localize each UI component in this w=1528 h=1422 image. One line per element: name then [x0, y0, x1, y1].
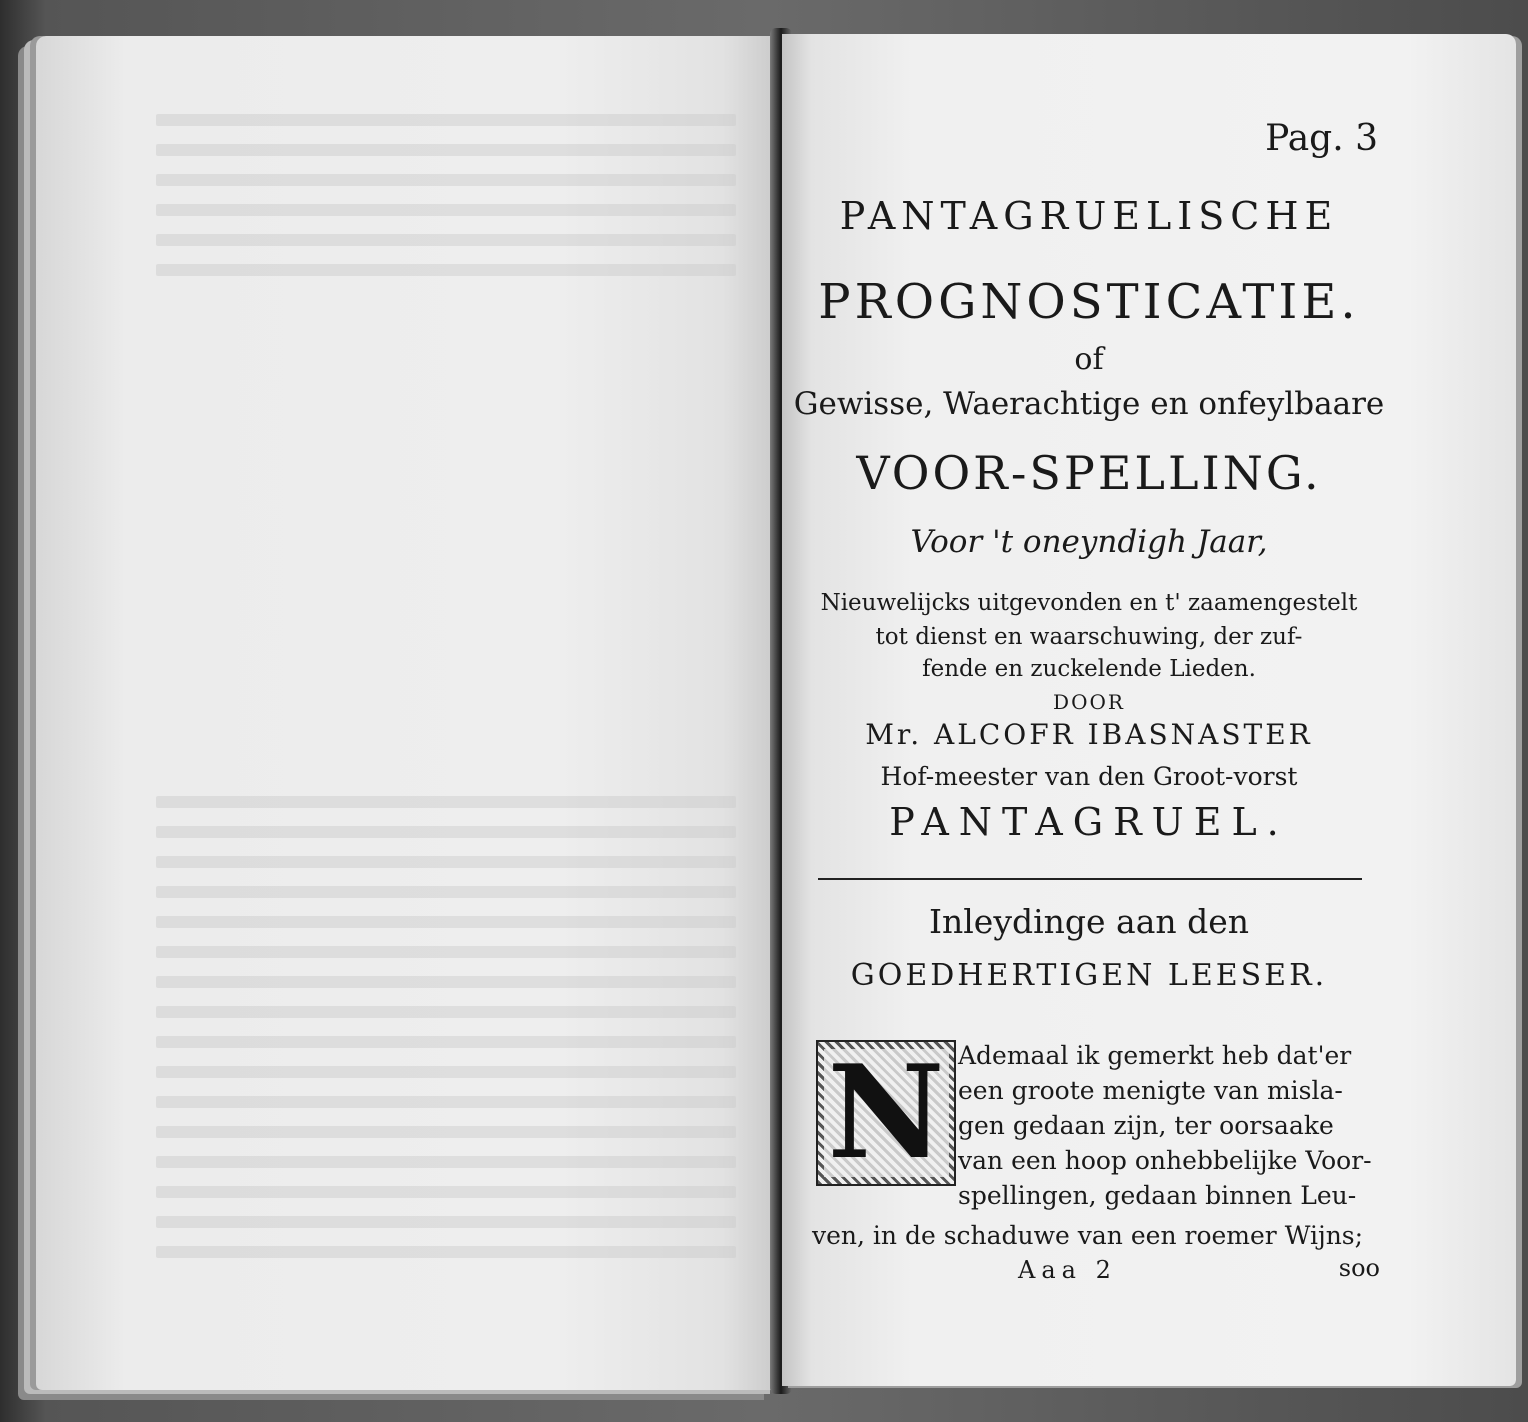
- description-line-2: tot dienst en waarschuwing, der zuf-: [875, 624, 1303, 650]
- section-heading-line-1: Inleydinge aan den: [928, 902, 1250, 941]
- left-page: [36, 36, 782, 1390]
- section-heading-line-2: GOEDHERTIGEN LEESER.: [850, 958, 1328, 993]
- left-page-show-through-lines: [156, 96, 736, 1276]
- pantagruel-name: PANTAGRUEL.: [889, 800, 1289, 844]
- description-line-3: fende en zuckelende Lieden.: [922, 656, 1256, 682]
- body-line: een groote menigte van misla-: [958, 1076, 1343, 1105]
- signature-mark: Aaa 2: [1018, 1256, 1117, 1284]
- description-line-1: Nieuwelijcks uitgevonden en t' zaamengestelt: [820, 590, 1358, 616]
- body-line: gen gedaan zijn, ter oorsaake: [958, 1111, 1334, 1140]
- body-line: van een hoop onhebbelijke Voor-: [958, 1146, 1372, 1175]
- ornamental-dropcap: [816, 1040, 956, 1186]
- title-of: of: [1074, 342, 1104, 377]
- dropcap-letter: N: [824, 1049, 949, 1177]
- subtitle: Gewisse, Waerachtige en onfeylbaare: [793, 386, 1385, 422]
- door-label: DOOR: [1053, 690, 1125, 714]
- body-line: Ademaal ik gemerkt heb dat'er: [958, 1041, 1352, 1070]
- title-line-2: PROGNOSTICATIE.: [818, 274, 1360, 330]
- body-line-full-width: ven, in de schaduwe van een roemer Wijns;: [812, 1221, 1364, 1250]
- body-text: [958, 1038, 1378, 1213]
- author-name: Mr. ALCOFR IBASNASTER: [865, 718, 1313, 751]
- title-line-3: VOOR-SPELLING.: [856, 446, 1322, 500]
- title-line-1: PANTAGRUELISCHE: [839, 194, 1339, 238]
- page-number: Pag. 3: [1265, 118, 1378, 159]
- body-line: spellingen, gedaan binnen Leu-: [958, 1181, 1357, 1210]
- italic-line: Voor 't oneyndigh Jaar,: [910, 524, 1268, 560]
- horizontal-rule: [818, 878, 1362, 880]
- author-title: Hof-meester van den Groot-vorst: [880, 762, 1298, 791]
- right-page: [782, 34, 1516, 1386]
- catchword: soo: [1338, 1254, 1380, 1282]
